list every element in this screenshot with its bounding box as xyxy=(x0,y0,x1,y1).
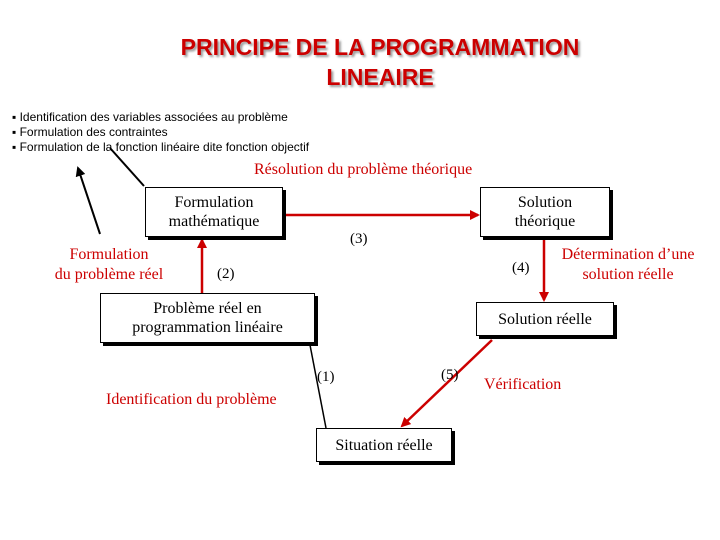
situation-reelle-box xyxy=(316,428,452,462)
bullet-list xyxy=(12,110,309,155)
step-5-label: (5) xyxy=(441,367,459,383)
box-line: Formulation xyxy=(174,194,254,211)
line-step1 xyxy=(310,345,326,428)
step-2-label: (2) xyxy=(217,266,235,282)
identification-label: Identification du problème xyxy=(106,391,277,408)
bullet-item: ▪ Formulation des contraintes xyxy=(12,125,168,139)
step-1-label: (1) xyxy=(317,369,335,385)
probleme-reel-box xyxy=(100,293,315,343)
formulation-reel-label xyxy=(44,245,174,285)
bullet-item: ▪ Identification des variables associées au problème xyxy=(12,110,288,124)
verification-label: Vérification xyxy=(484,376,562,393)
step-4-label: (4) xyxy=(512,260,530,276)
label-line: Détermination d’une xyxy=(561,246,695,263)
bullet-item: ▪ Formulation de la fonction linéaire dite fonction objectif xyxy=(12,140,310,154)
box-line: Solution réelle xyxy=(498,310,592,328)
title-line-2: LINEAIRE xyxy=(326,64,434,90)
box-line: théorique xyxy=(514,213,576,230)
pointer-line-left xyxy=(78,168,100,234)
solution-theorique-box xyxy=(480,187,610,237)
step-3-label: (3) xyxy=(350,231,368,247)
label-line: solution réelle xyxy=(582,266,674,283)
label-line: du problème réel xyxy=(54,266,164,283)
box-line: mathématique xyxy=(168,213,260,230)
box-line: programmation linéaire xyxy=(132,319,283,336)
title-line-1: PRINCIPE DE LA PROGRAMMATION xyxy=(180,34,580,60)
box-line: Solution xyxy=(517,194,573,211)
formulation-math-box xyxy=(145,187,283,237)
box-line: Situation réelle xyxy=(335,436,433,454)
resolution-label: Résolution du problème théorique xyxy=(254,161,473,178)
label-line: Formulation xyxy=(69,246,149,263)
determination-label xyxy=(548,245,708,285)
box-line: Problème réel en xyxy=(153,300,262,317)
solution-reelle-box xyxy=(476,302,614,336)
page-title xyxy=(100,32,660,92)
